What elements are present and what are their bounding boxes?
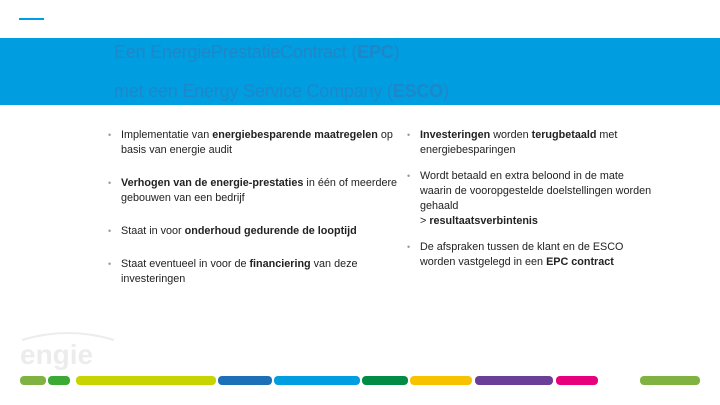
right-column: [407, 128, 652, 281]
logo-wordmark: engie: [20, 339, 94, 370]
bullet-icon: •: [108, 226, 112, 236]
strip-segment: [76, 376, 216, 385]
strip-segment: [362, 376, 408, 385]
strip-segment: [640, 376, 700, 385]
left-column: [108, 128, 398, 305]
bullet-icon: •: [407, 171, 411, 181]
color-strip: [0, 376, 720, 385]
bullet-item: • De afspraken tussen de klant en de ESCO worden vastgelegd in een EPC contract: [407, 241, 624, 268]
bullet-item: • Verhogen van de energie-prestaties in één of meerdere gebouwen van een bedrijf: [108, 177, 398, 204]
bullet-icon: •: [407, 242, 411, 252]
strip-segment: [48, 376, 70, 385]
bullet-item: • Staat in voor onderhoud gedurende de looptijd: [108, 225, 357, 237]
strip-segment: [556, 376, 598, 385]
accent-dash: [19, 18, 44, 20]
bullet-item: • Implementatie van energiebesparende maatregelen op basis van energie audit: [108, 129, 393, 156]
engie-logo-icon: [18, 330, 118, 370]
bullet-icon: •: [407, 130, 411, 140]
bullet-item: • Investeringen worden terugbetaald met energiebesparingen: [407, 129, 618, 156]
bullet-item: • Staat eventueel in voor de financiering van deze investeringen: [108, 258, 358, 285]
strip-segment: [20, 376, 46, 385]
strip-segment: [218, 376, 272, 385]
bullet-icon: •: [108, 178, 112, 188]
strip-segment: [475, 376, 553, 385]
bullet-item: • Wordt betaald en extra beloond in de mate waarin de vooropgestelde doelstellingen worden gehaald > resultaatsverbintenis: [407, 170, 652, 227]
strip-segment: [274, 376, 360, 385]
strip-segment: [410, 376, 472, 385]
slide-title-line-2: met een Energy Service Company (ESCO): [114, 81, 449, 101]
bullet-icon: •: [108, 259, 112, 269]
bullet-icon: •: [108, 130, 112, 140]
slide-title-line-1: Een EnergiePrestatieContract (EPC): [114, 42, 400, 62]
